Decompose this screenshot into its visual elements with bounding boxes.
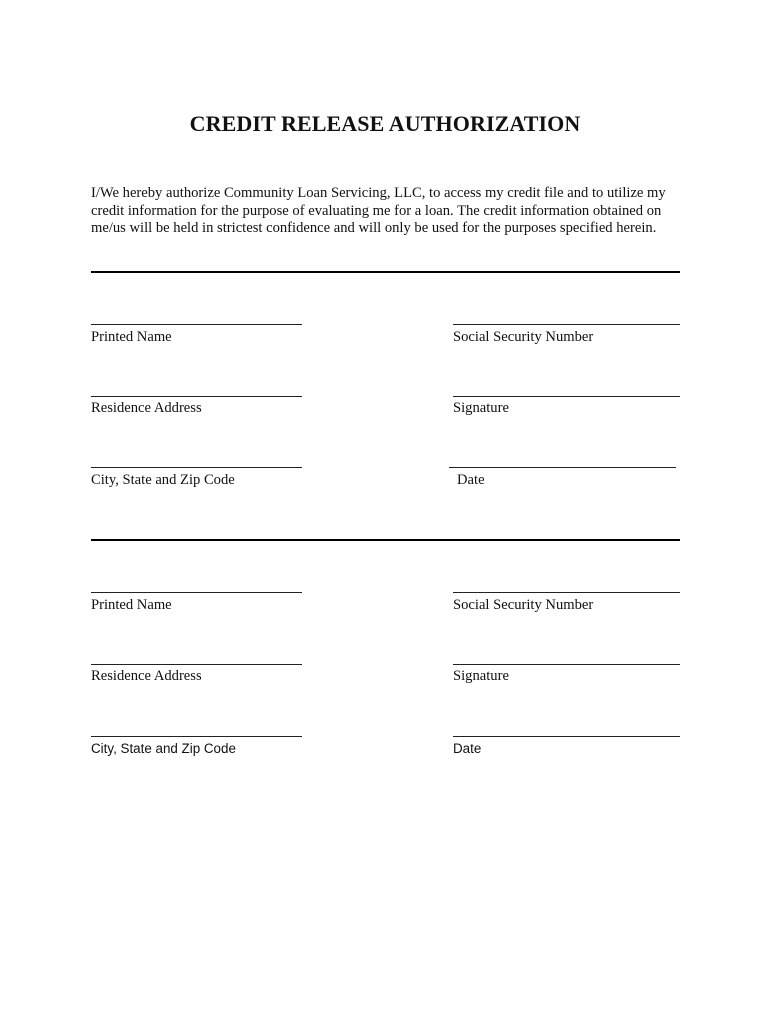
signature-line[interactable]	[453, 396, 680, 397]
ssn-line[interactable]	[453, 324, 680, 325]
city-state-zip-line[interactable]	[91, 736, 302, 737]
authorization-paragraph: I/We hereby authorize Community Loan Servicing, LLC, to access my credit file and to utilize my credit information for the purpose of evaluating me for a loan. The credit information obtained on me/us will be held in strictest confidence and will only be used for the purposes specified herein.	[91, 185, 666, 237]
ssn-label: Social Security Number	[453, 597, 594, 613]
date-label: Date	[457, 472, 485, 488]
date-label: Date	[453, 741, 482, 756]
city-state-zip-label: City, State and Zip Code	[91, 741, 236, 756]
date-line[interactable]	[449, 467, 676, 468]
printed-name-label: Printed Name	[91, 329, 172, 345]
signature-label: Signature	[453, 668, 509, 684]
document-title: CREDIT RELEASE AUTHORIZATION	[189, 111, 581, 136]
city-state-zip-label: City, State and Zip Code	[91, 472, 235, 488]
signature-label: Signature	[453, 400, 509, 416]
ssn-line[interactable]	[453, 592, 680, 593]
residence-address-line[interactable]	[91, 396, 302, 397]
printed-name-label: Printed Name	[91, 597, 172, 613]
city-state-zip-line[interactable]	[91, 467, 302, 468]
printed-name-line[interactable]	[91, 324, 302, 325]
residence-address-label: Residence Address	[91, 400, 202, 416]
ssn-label: Social Security Number	[453, 329, 594, 345]
date-line[interactable]	[453, 736, 680, 737]
signature-line[interactable]	[453, 664, 680, 665]
section-divider-top	[91, 271, 680, 273]
section-divider-middle	[91, 539, 680, 541]
printed-name-line[interactable]	[91, 592, 302, 593]
residence-address-line[interactable]	[91, 664, 302, 665]
residence-address-label: Residence Address	[91, 668, 202, 684]
